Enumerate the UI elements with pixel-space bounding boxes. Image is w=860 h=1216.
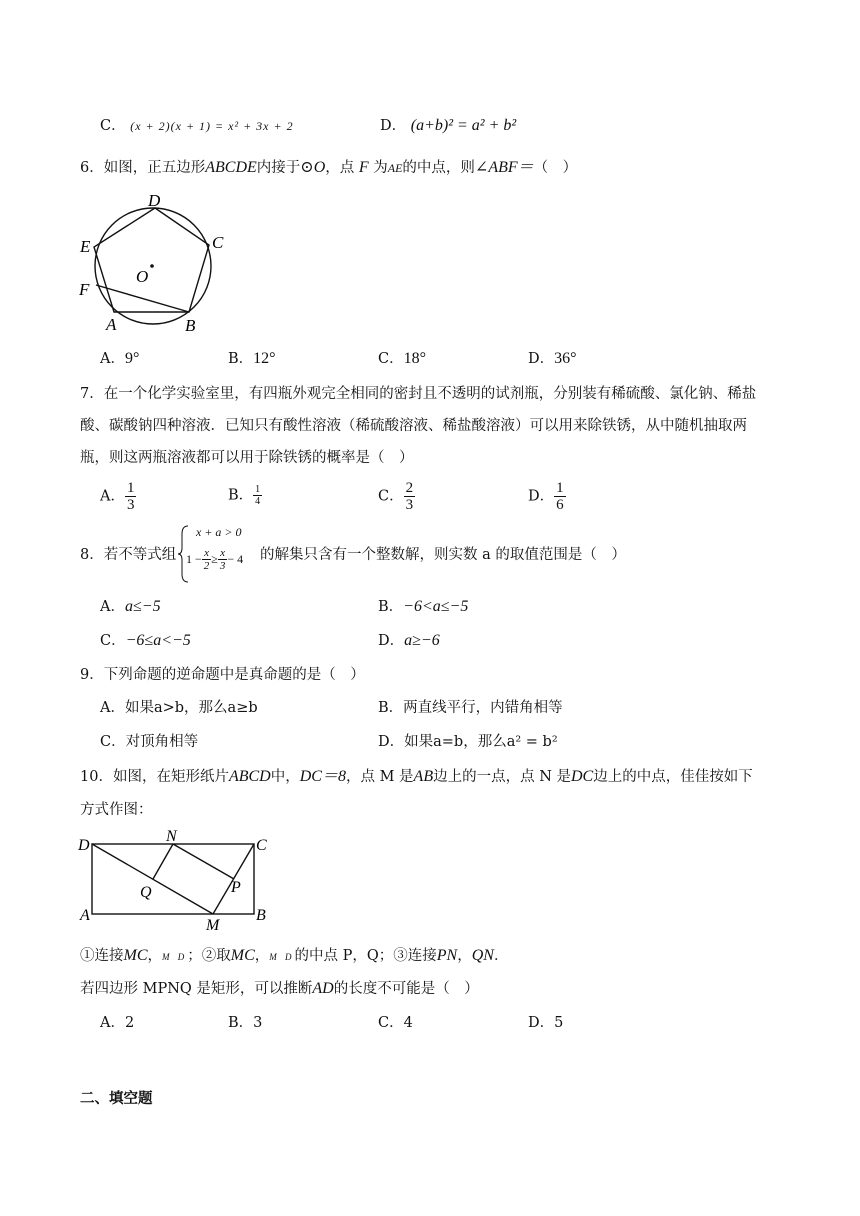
q6-stem-end: （ ） [533,160,578,176]
q10-steps-e: 的中点 P，Q；③连接 [294,948,437,964]
q7-line-3: 瓶，则这两瓶溶液都可以用于除铁锈的概率是（ ） [80,450,414,466]
q7-option-a-label: A． [100,488,125,505]
segment-md [92,844,213,914]
q9-option-b [378,698,563,718]
q10-steps-qn: QN [471,947,494,964]
q10-l1-d: 边上的一点，点 N 是 [433,769,571,785]
q8-option-c [100,631,191,651]
q9-option-c-text: 对顶角相等 [125,734,199,750]
q9-option-a-text: 如果a>b，那么a≥b [124,700,258,716]
q8-option-b-value: −6<a≤−5 [403,598,469,615]
q8-option-d-value: a≥−6 [404,632,440,649]
label-m: M [206,917,220,934]
label-c: C [256,837,267,854]
q6-stem-circle: ⊙O [300,159,326,176]
q6-stem-arc: AE [387,161,403,175]
q10-option-b [228,1013,262,1033]
q10-l1-dc: DC [571,768,594,785]
segment-nq [153,844,173,879]
q10-option-a-value: 2 [124,1015,135,1031]
q6-stem-angle: ∠ABF＝ [474,159,534,176]
q7-option-b [228,484,262,507]
q7-option-d [528,480,566,513]
q9-option-a-label: A． [100,700,125,716]
q10-steps-mc: MC [123,947,148,964]
q10-l1-b: 中， [270,769,300,785]
q6-figure [76,190,236,340]
label-o: O [136,267,149,286]
q5-option-d-label: D． [380,118,407,134]
q6-option-b-value: 12° [253,350,276,367]
q10-l1-ab: AB [413,768,434,785]
q6-option-b [228,349,276,369]
q6-option-a [100,349,139,369]
q10-option-d-label: D． [528,1015,555,1031]
q10-steps-md2: M D [269,952,295,962]
label-b: B [185,316,196,335]
q10-option-c-label: C． [378,1015,404,1031]
q7-option-a-num: 1 [126,480,135,496]
q9-option-c-label: C． [100,734,126,750]
q7-option-b-label: B． [228,487,254,504]
q10-option-a [100,1013,134,1033]
q8-option-b-label: B． [378,599,404,615]
q7-option-d-label: D． [528,488,555,505]
q8-prefix: 8．若不等式组 [80,547,177,563]
label-a: A [80,907,90,924]
q8-sys-ge: ≥ [211,552,218,566]
q10-l1-e: 边上的中点，佳佳按如下 [593,769,753,785]
q10-steps-c: ；②取 [187,948,231,964]
q10-steps-b: ， [147,948,162,964]
q10-concl-ad: AD [312,980,334,997]
q8-option-a [100,597,161,617]
q6-option-d-label: D． [528,351,555,367]
q10-l1-eq: DC＝8 [299,768,346,785]
q10-option-a-label: A． [100,1015,125,1031]
label-q: Q [140,884,152,901]
q6-option-d [528,349,577,369]
q6-option-d-value: 36° [554,350,577,367]
center-dot [150,264,154,268]
q9-option-b-text: 两直线平行，内错角相等 [403,700,563,716]
q5-option-d [380,116,516,136]
q6-option-c-value: 18° [403,350,427,367]
q5-option-c [100,116,294,136]
q10-option-c-value: 4 [403,1015,413,1031]
label-f: F [79,280,90,299]
rect-abcd [92,844,254,914]
q7-option-d-den: 6 [556,497,564,513]
q8-option-c-value: −6≤a<−5 [125,632,191,649]
q8-option-a-value: a≤−5 [124,598,161,615]
q6-stem [80,158,577,178]
q8-frac1-num: x [202,547,212,560]
q8-frac1-den: 2 [203,560,210,572]
q10-steps-md: M D [162,952,188,962]
q9-option-c [100,732,198,752]
q7-option-b-num: 1 [255,484,261,495]
q9-option-b-label: B． [378,700,404,716]
q7-option-d-num: 1 [556,480,564,496]
q10-conclusion [80,979,479,999]
q8-suffix: 的解集只含有一个整数解，则实数 a 的取值范围是（ ） [260,547,626,563]
label-b: B [256,907,266,924]
q10-steps-g: ． [493,948,509,964]
q6-option-b-label: B． [228,351,254,367]
label-e: E [80,237,91,256]
q10-option-b-value: 3 [253,1015,263,1031]
q7-option-c-den: 3 [405,497,414,513]
q6-option-a-label: A． [100,351,125,367]
q6-option-c-label: C． [378,351,404,367]
q5-option-d-expr: (a+b)² = a² + b² [410,117,517,134]
label-c: C [212,233,224,252]
q10-steps-f: ， [457,948,472,964]
q10-steps-a: ①连接 [80,948,124,964]
q9-option-d [378,732,558,752]
q10-line-1 [80,767,753,787]
q7-option-c-num: 2 [405,480,414,496]
q7-line-2: 酸、碳酸钠四种溶液．已知只有酸性溶液（稀硫酸溶液、稀盐酸溶液）可以用来除铁锈，从中随机抽取两 [80,418,747,434]
q6-stem-mid2: ，点 [325,160,355,176]
q9-option-d-text: 如果a=b，那么a² = b² [404,734,558,750]
q8-system-line-1: x + a > 0 [196,525,242,539]
q10-l1-rect: ABCD [228,768,271,785]
q8-system-line-2 [186,547,243,572]
q8-sys-1minus: 1 − [186,552,202,566]
q7-option-a [100,480,136,513]
segment-np [173,844,234,879]
label-d: D [148,191,161,210]
q6-option-a-value: 9° [124,350,140,367]
q10-option-b-label: B． [228,1015,254,1031]
q10-line-2: 方式作图： [80,802,153,818]
q6-stem-mid1: 内接于 [256,160,301,176]
q8-option-c-label: C． [100,633,126,649]
q8-option-d [378,631,440,651]
q6-stem-polygon: ABCDE [205,159,257,176]
q10-option-d-value: 5 [554,1015,564,1031]
section-heading-fill-blank: 二、填空题 [80,1091,153,1107]
q8-option-d-label: D． [378,633,405,649]
label-n: N [166,828,177,845]
q10-steps [80,946,508,967]
q10-steps-pn: PN [436,947,458,964]
q5-option-c-expr: (x + 2)(x + 1) = x² + 3x + 2 [130,119,294,133]
q10-option-d [528,1013,563,1033]
q9-option-a [100,698,258,718]
q7-option-a-den: 3 [126,497,135,513]
q7-option-b-den: 4 [255,496,261,507]
q10-steps-mc2: MC [230,947,255,964]
q10-l1-a: 10．如图，在矩形纸片 [80,769,229,785]
q5-option-c-label: C． [100,118,126,134]
q7-line-1: 7．在一个化学实验室里，有四瓶外观完全相同的密封且不透明的试剂瓶，分别装有稀硫酸、氯化钠、稀盐 [80,386,757,402]
q8-sys-minus4: − 4 [227,552,244,566]
q10-l1-c: ，点 M 是 [345,769,414,785]
q7-option-c-label: C． [378,488,404,505]
q6-stem-point-f: F [358,159,369,176]
q6-stem-prefix: 6．如图，正五边形 [80,160,206,176]
q10-steps-d: ， [254,948,270,964]
label-a: A [106,315,117,334]
q10-concl-b: 的长度不可能是（ ） [333,981,479,997]
q6-stem-mid4: 的中点，则 [402,160,475,176]
label-d: D [78,837,90,854]
q9-stem: 9．下列命题的逆命题中是真命题的是（ ） [80,667,365,683]
q6-option-c [378,349,426,369]
q10-figure [76,826,276,934]
q8-option-a-label: A． [100,599,125,615]
q10-concl-a: 若四边形 MPNQ 是矩形，可以推断 [80,981,313,997]
q6-stem-mid3: 为 [373,160,388,176]
q8-option-b [378,597,468,617]
q10-option-c [378,1013,413,1033]
q8-frac2-den: 3 [219,560,226,572]
q9-option-d-label: D． [378,734,405,750]
label-p: P [231,879,241,896]
q7-option-c [378,480,415,513]
q8-frac2-num: x [218,547,228,560]
